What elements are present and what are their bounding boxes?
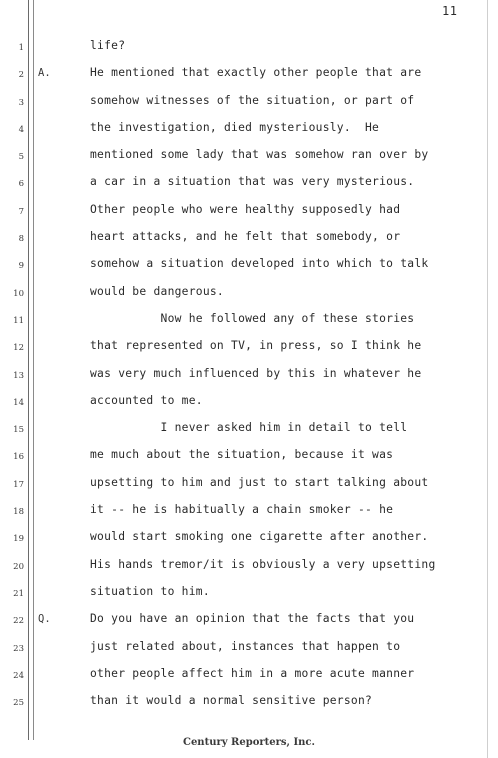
line-number: 7 [18, 206, 24, 217]
transcript-line [0, 555, 498, 582]
transcript-line [0, 309, 498, 336]
line-number: 19 [13, 534, 24, 545]
line-number: 17 [13, 479, 24, 490]
transcript-line [0, 36, 498, 63]
line-number: 9 [18, 261, 24, 272]
speaker-marker: A. [38, 67, 51, 80]
line-text: life? [90, 39, 126, 52]
line-number: 8 [18, 234, 24, 245]
transcript-line [0, 364, 498, 391]
transcript-line [0, 445, 498, 472]
transcript-line [0, 200, 498, 227]
transcript-line [0, 473, 498, 500]
line-number: 23 [13, 643, 24, 654]
transcript-line [0, 527, 498, 554]
line-text: would be dangerous. [90, 284, 224, 298]
line-text: I never asked him in detail to tell [90, 421, 408, 435]
line-number: 16 [13, 452, 24, 463]
line-text: a car in a situation that was very mysterious. [90, 175, 415, 189]
transcript-line [0, 145, 498, 172]
line-text: somehow a situation developed into which to talk [90, 257, 429, 271]
line-number: 4 [18, 124, 24, 135]
line-text: would start smoking one cigarette after another. [90, 530, 429, 544]
transcript-line [0, 391, 498, 418]
line-text: mentioned some lady that was somehow ran over by [90, 148, 429, 162]
line-number: 20 [13, 561, 24, 572]
transcript-lines [0, 36, 498, 718]
line-text: me much about the situation, because it was [90, 448, 394, 462]
line-text: the investigation, died mysteriously. He [90, 120, 380, 134]
line-number: 3 [18, 97, 24, 108]
line-text: somehow witnesses of the situation, or part of [90, 93, 415, 107]
line-text: Now he followed any of these stories [90, 311, 415, 325]
transcript-line [0, 691, 498, 718]
line-number: 10 [13, 288, 24, 299]
line-number: 24 [13, 670, 24, 681]
line-text: Do you have an opinion that the facts that you [90, 612, 415, 626]
line-text: than it would a normal sensitive person? [90, 694, 373, 708]
line-text: situation to him. [90, 584, 210, 598]
page-number: 11 [442, 4, 458, 18]
transcript-line [0, 609, 498, 636]
transcript-line [0, 63, 498, 90]
line-text: heart attacks, and he felt that somebody, or [90, 230, 401, 244]
line-number: 13 [13, 370, 24, 381]
transcript-line [0, 227, 498, 254]
transcript-line [0, 664, 498, 691]
line-text: that represented on TV, in press, so I think he [90, 339, 422, 353]
transcript-line [0, 254, 498, 281]
line-number: 5 [18, 152, 24, 163]
line-text: accounted to me. [90, 393, 203, 407]
line-number: 6 [18, 179, 24, 190]
transcript-line [0, 91, 498, 118]
line-number: 11 [13, 315, 24, 326]
transcript-line [0, 418, 498, 445]
line-number: 15 [13, 425, 24, 436]
line-text: just related about, instances that happen to [90, 639, 401, 653]
line-number: 1 [18, 43, 24, 53]
line-number: 25 [13, 698, 24, 709]
line-text: Other people who were healthy supposedly had [90, 202, 401, 216]
line-text: His hands tremor/it is obviously a very upsetting [90, 557, 436, 571]
transcript-line [0, 172, 498, 199]
transcript-line [0, 282, 498, 309]
line-text: upsetting to him and just to start talking about [90, 475, 429, 489]
line-text: was very much influenced by this in whatever he [90, 366, 422, 380]
line-number: 12 [13, 343, 24, 354]
line-number: 22 [13, 616, 24, 627]
transcript-line [0, 118, 498, 145]
transcript-line [0, 582, 498, 609]
line-number: 18 [13, 507, 24, 518]
line-number: 21 [13, 588, 24, 599]
speaker-marker: Q. [38, 613, 51, 626]
transcript-line [0, 500, 498, 527]
transcript-line [0, 336, 498, 363]
line-number: 2 [18, 70, 24, 81]
line-text: it -- he is habitually a chain smoker -- he [90, 503, 394, 517]
line-text: other people affect him in a more acute manner [90, 666, 415, 680]
line-number: 14 [13, 397, 24, 408]
line-text: He mentioned that exactly other people that are [90, 66, 422, 80]
footer-reporter: Century Reporters, Inc. [182, 737, 315, 748]
transcript-line [0, 637, 498, 664]
